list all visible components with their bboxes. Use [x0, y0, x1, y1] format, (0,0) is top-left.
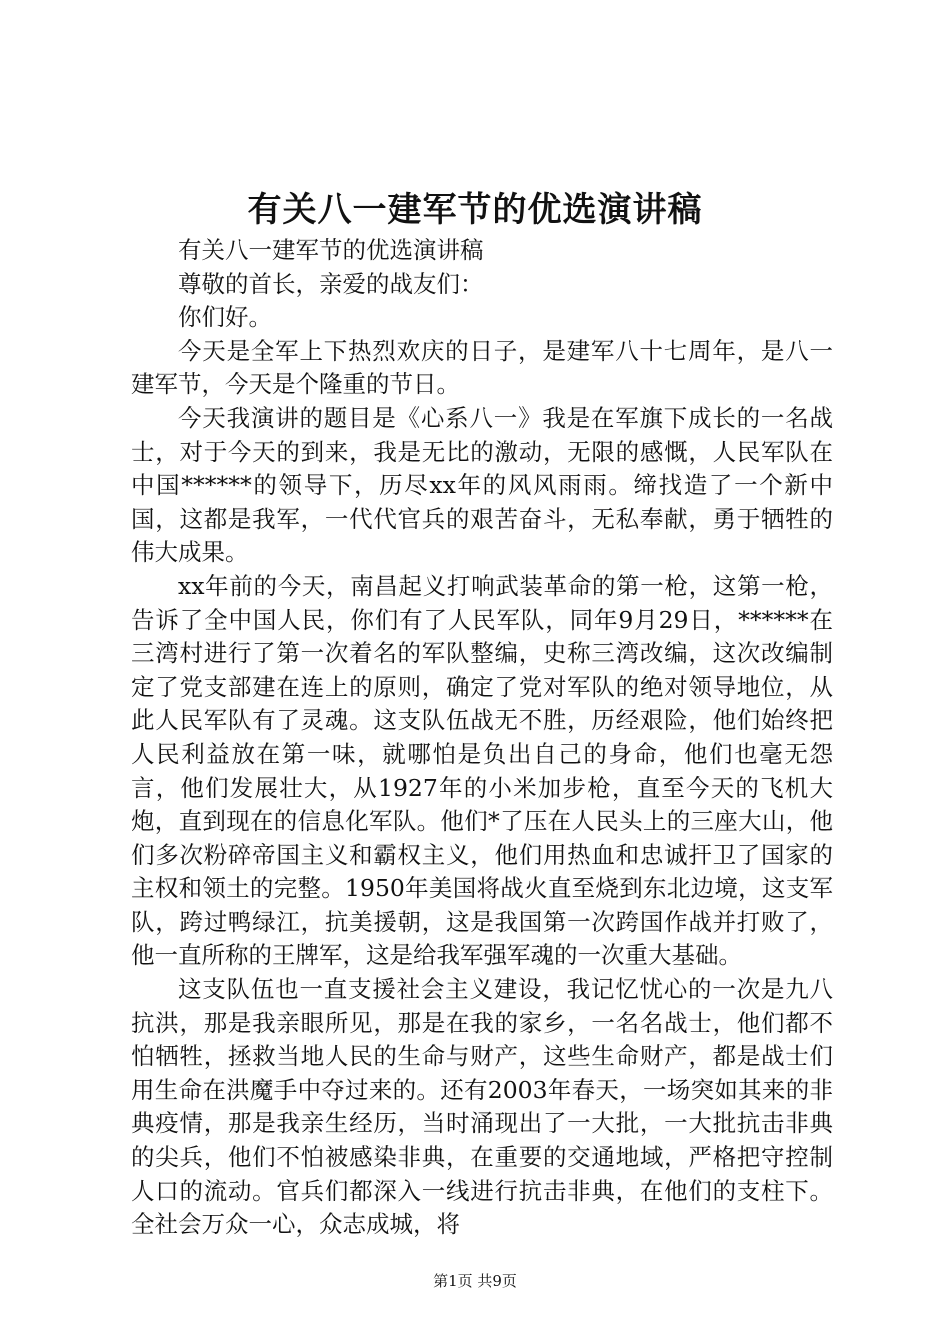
document-body	[131, 234, 833, 1242]
paragraph: xx年前的今天，南昌起义打响武装革命的第一枪，这第一枪，告诉了全中国人民，你们有了人民军队，同年9月29日，******在三湾村进行了第一次着名的军队整编，史称三湾改编，这次改编制定了党支部建在连上的原则，确定了党对军队的绝对领导地位，从此人民军队有了灵魂。这支队伍战无不胜，历经艰险，他们始终把人民利益放在第一味，就哪怕是负出自己的身命，他们也毫无怨言，他们发展壮大，从1927年的小米加步枪，直至今天的飞机大炮，直到现在的信息化军队。他们*了压在人民头上的三座大山，他们多次粉碎帝国主义和霸权主义，他们用热血和忠诚扞卫了国家的主权和领土的完整。1950年美国将战火直至烧到东北边境，这支军队，跨过鸭绿江，抗美援朝，这是我国第一次跨国作战并打败了，他一直所称的王牌军，这是给我军强军魂的一次重大基础。	[131, 571, 833, 970]
paragraph: 今天是全军上下热烈欢庆的日子，是建军八十七周年，是八一建军节，今天是个隆重的节日。	[131, 336, 833, 399]
paragraph-salutation: 尊敬的首长，亲爱的战友们：	[178, 269, 484, 298]
page-footer: 第1页 共9页	[433, 1272, 517, 1290]
paragraph-heading: 有关八一建军节的优选演讲稿	[178, 236, 484, 264]
document-title: 有关八一建军节的优选演讲稿	[247, 190, 703, 230]
paragraph: 今天我演讲的题目是《心系八一》我是在军旗下成长的一名战士，对于今天的到来，我是无比的激动，无限的感慨，人民军队在中国******的领导下，历尽xx年的风风雨雨。缔找造了一个新中国，这都是我军，一代代官兵的艰苦奋斗，无私奉献，勇于牺牲的伟大成果。	[131, 403, 833, 567]
paragraph-greeting: 你们好。	[178, 303, 272, 332]
paragraph: 这支队伍也一直支援社会主义建设，我记忆忧心的一次是九八抗洪，那是我亲眼所见，那是在我的家乡，一名名战士，他们都不怕牺牲，拯救当地人民的生命与财产，这些生命财产，都是战士们用生命在洪魔手中夺过来的。还有2003年春天，一场突如其来的非典疫情，那是我亲生经历，当时涌现出了一大批，一大批抗击非典的尖兵，他们不怕被感染非典，在重要的交通地域，严格把守控制人口的流动。官兵们都深入一线进行抗击非典，在他们的支柱下。全社会万众一心，众志成城，将	[131, 975, 833, 1239]
